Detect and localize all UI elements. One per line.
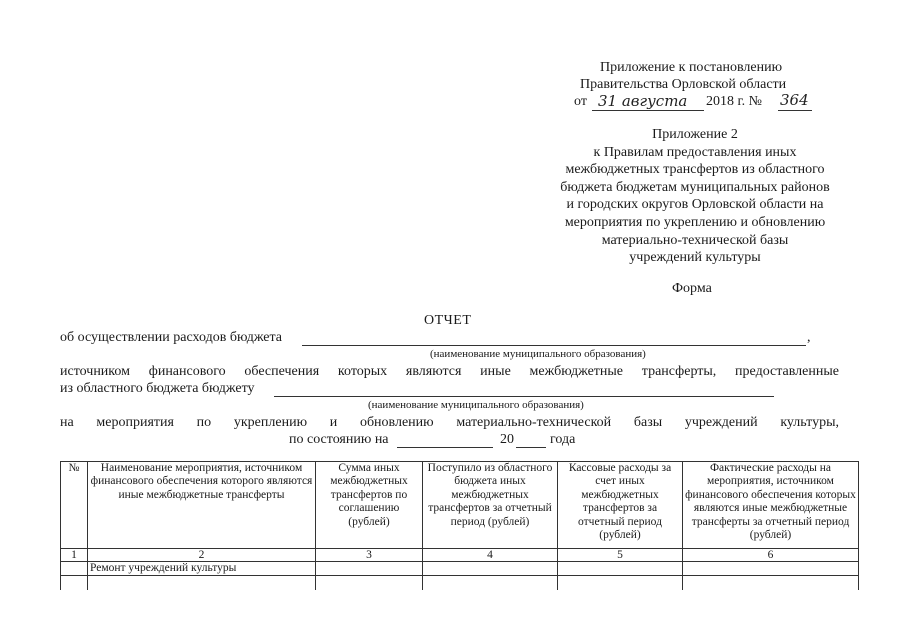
appendix2-line: к Правилам предоставления иных: [593, 144, 797, 160]
appendix-header-line1: Приложение к постановлению: [600, 60, 783, 75]
table-cell: [316, 576, 423, 591]
column-number: 4: [423, 549, 558, 562]
appendix2-line: мероприятия по укреплению и обновлению: [564, 214, 826, 230]
col-header-cash-expenses: Кассовые расходы за счет иных межбюджетных трансфертов за отчетный период (рублей): [558, 462, 683, 549]
table-column-numbers-row: [61, 549, 859, 562]
table-cell: [61, 562, 88, 576]
table-cell: [88, 576, 316, 591]
report-word: предоставленные: [735, 364, 839, 379]
table-cell: [683, 562, 859, 576]
handwritten-number: 364: [780, 91, 809, 109]
table-cell: [558, 562, 683, 576]
report-line1-text: об осуществлении расходов бюджета: [60, 330, 283, 345]
date-blank-year: [516, 447, 546, 448]
column-number: 5: [558, 549, 683, 562]
report-word: являются: [405, 364, 462, 379]
appendix2-line: Приложение 2: [652, 127, 738, 142]
caption-municipality-2: (наименование муниципального образования): [368, 399, 584, 411]
appendix2-line: и городских округов Орловской области на: [566, 197, 824, 213]
report-line2: [60, 364, 839, 380]
municipality-blank-2: [274, 396, 774, 397]
appendix2-line: материально-технической базы: [601, 232, 789, 248]
report-word: которых: [337, 364, 388, 379]
report-word: трансферты,: [641, 364, 717, 379]
table-cell: [558, 576, 683, 591]
report-word: обновлению: [359, 415, 434, 430]
appendix2-line: учреждений культуры: [629, 250, 761, 266]
table-cell: [61, 576, 88, 591]
table-cell: [683, 576, 859, 591]
report-word: учреждений: [684, 415, 758, 430]
report-word: мероприятия: [96, 415, 174, 430]
handwritten-date: 31 августа: [598, 92, 688, 110]
report-line3-text: из областного бюджета бюджету: [60, 381, 255, 396]
appendix2-block: [540, 126, 850, 267]
number-underline: [778, 110, 812, 111]
column-number: 2: [88, 549, 316, 562]
column-number: 6: [683, 549, 859, 562]
report-word: обеспечения: [244, 364, 320, 379]
report-word: и: [329, 415, 338, 430]
report-word: источником: [60, 364, 130, 379]
report-line4: [60, 415, 839, 431]
report-line5-prefix: по состоянию на: [289, 432, 389, 447]
report-title: ОТЧЕТ: [424, 313, 472, 328]
municipality-blank-1: [302, 345, 806, 346]
report-line5-year-prefix: 20: [500, 432, 514, 447]
report-word: по: [196, 415, 212, 430]
report-word: материально-технической: [456, 415, 612, 430]
appendix-date-year: 2018 г. №: [706, 94, 763, 109]
report-table: [60, 461, 859, 590]
col-header-received: Поступило из областного бюджета иных межбюджетных трансфертов за отчетный период (рублей): [423, 462, 558, 549]
report-word: межбюджетные: [529, 364, 624, 379]
report-line5-suffix: года: [550, 432, 576, 447]
col-header-activity: Наименование мероприятия, источником финансового обеспечения которого являются иные межбюджетные трансферты: [88, 462, 316, 549]
report-word: на: [60, 415, 74, 430]
report-line1-comma: ,: [807, 330, 811, 345]
appendix2-line: бюджета бюджетам муниципальных районов: [560, 179, 830, 195]
date-blank-day: [397, 447, 493, 448]
appendix-header-line2: Правительства Орловской области: [580, 77, 787, 92]
report-word: иные: [480, 364, 511, 379]
table-header-row: [61, 462, 859, 549]
report-word: культуры,: [780, 415, 839, 430]
col-header-agreement-sum: Сумма иных межбюджетных трансфертов по соглашению (рублей): [316, 462, 423, 549]
column-number: 1: [61, 549, 88, 562]
report-word: финансового: [148, 364, 226, 379]
date-underline: [592, 110, 704, 111]
table-cell: [423, 576, 558, 591]
col-header-number: №: [61, 462, 88, 549]
table-cell: Ремонт учреждений культуры: [88, 562, 316, 576]
caption-municipality-1: (наименование муниципального образования): [430, 348, 646, 360]
report-word: укреплению: [233, 415, 308, 430]
col-header-actual-expenses: Фактические расходы на мероприятия, источником финансового обеспечения которых являются иные межбюджетные трансферты за отчетный период (рублей): [683, 462, 859, 549]
table-cell: [423, 562, 558, 576]
table-row-continuation: [61, 576, 859, 591]
appendix2-line: межбюджетных трансфертов из областного: [565, 162, 825, 178]
form-label: Форма: [672, 281, 712, 296]
appendix-date-prefix: от: [574, 94, 587, 109]
report-word: базы: [633, 415, 663, 430]
table-cell: [316, 562, 423, 576]
table-row: [61, 562, 859, 576]
column-number: 3: [316, 549, 423, 562]
